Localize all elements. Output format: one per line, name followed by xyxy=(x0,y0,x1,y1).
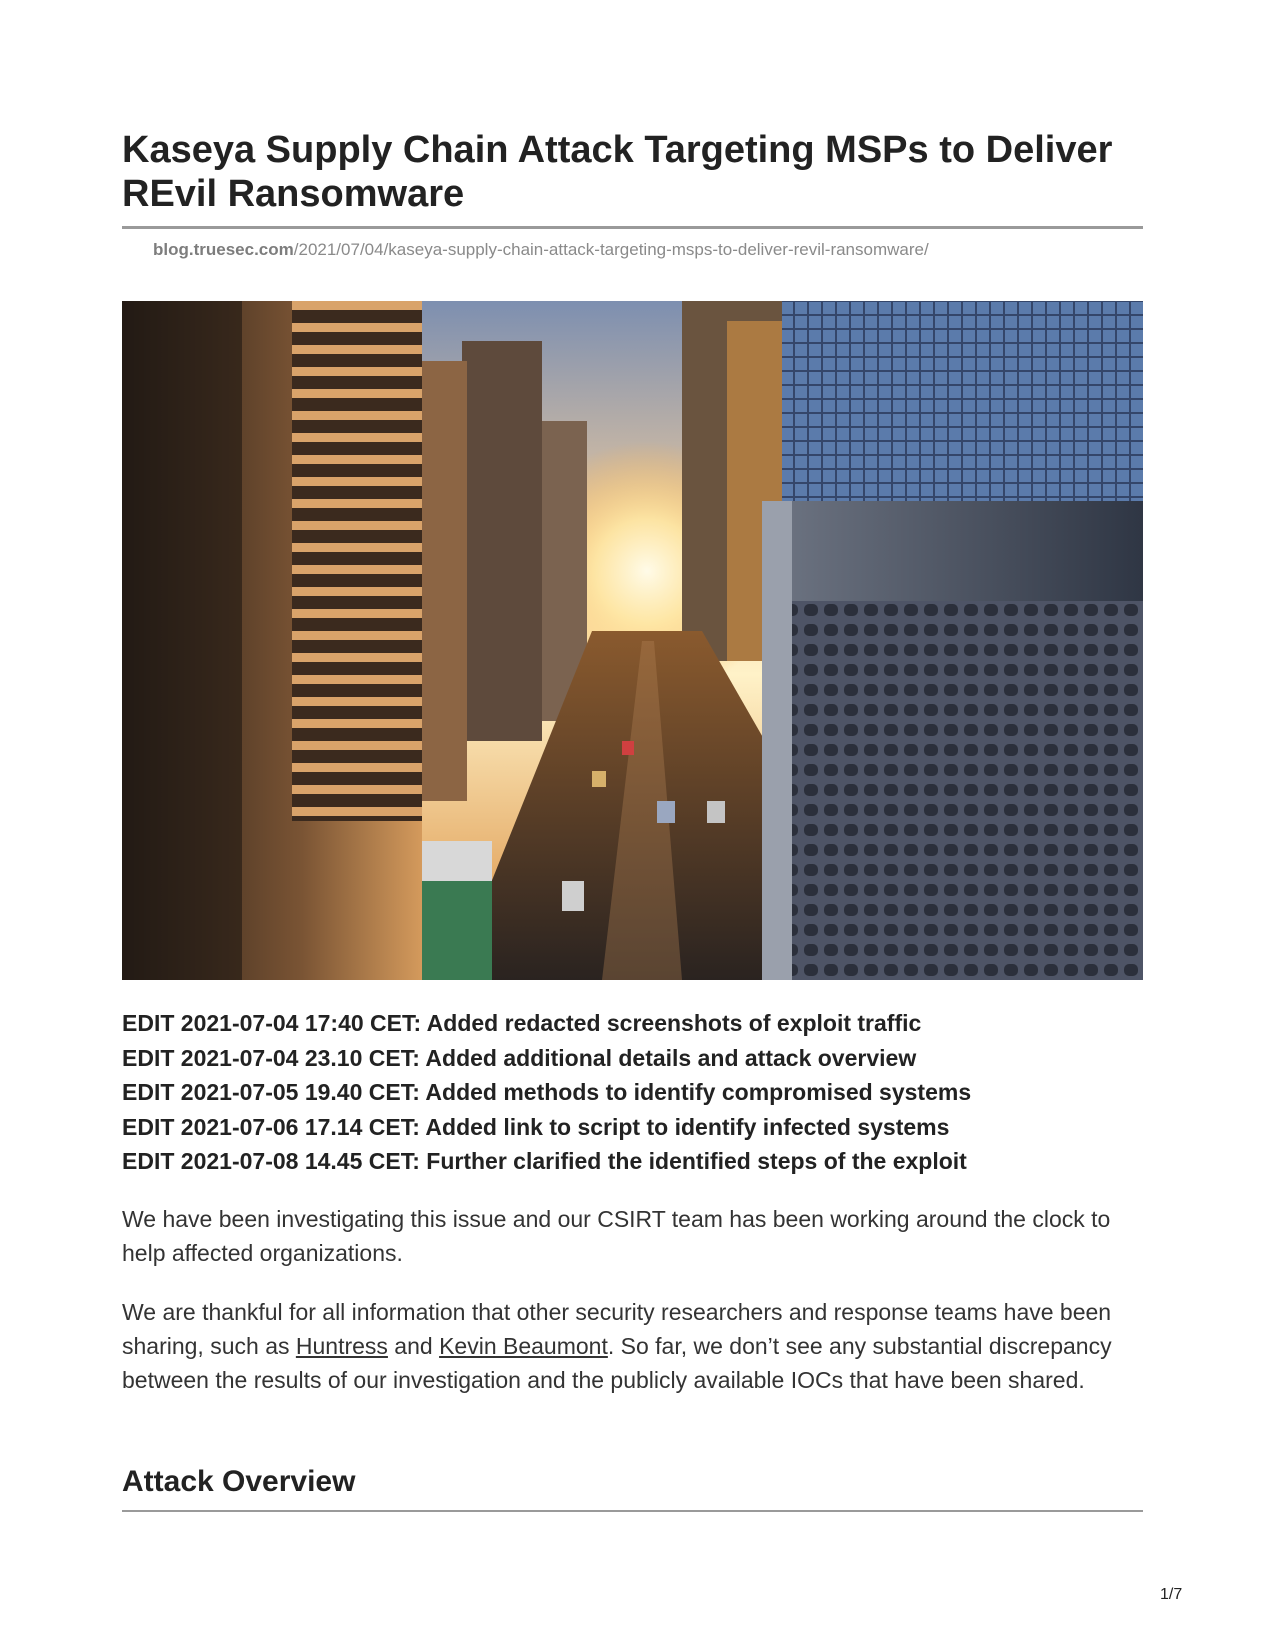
huntress-link[interactable]: Huntress xyxy=(295,1333,388,1359)
intro-paragraph: We have been investigating this issue and our CSIRT team has been working around the clock to help affected organizations. xyxy=(122,1206,1111,1266)
edit-entry: EDIT 2021-07-05 19.40 CET: Added methods to identify compromised systems xyxy=(122,1079,972,1105)
kevin-beaumont-link[interactable]: Kevin Beaumont xyxy=(439,1333,608,1359)
source-path: /2021/07/04/kaseya-supply-chain-attack-targeting-msps-to-deliver-revil-ransomware/ xyxy=(293,240,929,259)
edit-entry: EDIT 2021-07-04 17:40 CET: Added redacted screenshots of exploit traffic xyxy=(122,1010,922,1036)
title-divider xyxy=(122,226,1143,229)
thanks-paragraph xyxy=(122,1295,1143,1397)
edit-log xyxy=(122,1006,1143,1179)
edit-entry: EDIT 2021-07-04 23.10 CET: Added additional details and attack overview xyxy=(122,1044,917,1071)
paragraph-text: We are thankful for all information that other security researchers and response teams have been sharing, such as xyxy=(122,1299,1112,1359)
section-divider xyxy=(122,1510,1143,1512)
page-number: 1/7 xyxy=(1160,1586,1183,1603)
section-heading: Attack Overview xyxy=(122,1465,356,1498)
paragraph-text: . So far, we don’t see any substantial discrepancy between the results of our investigation and the publicly available IOCs that have been shared. xyxy=(122,1333,1112,1393)
article-title: Kaseya Supply Chain Attack Targeting MSPs to Deliver REvil Ransomware xyxy=(122,129,1113,215)
hero-image xyxy=(122,301,1143,980)
edit-entry: EDIT 2021-07-06 17.14 CET: Added link to script to identify infected systems xyxy=(122,1113,950,1140)
paragraph-text: and xyxy=(387,1333,440,1359)
source-url[interactable] xyxy=(153,240,929,260)
source-domain: blog.truesec.com xyxy=(153,240,294,259)
edit-entry: EDIT 2021-07-08 14.45 CET: Further clarified the identified steps of the exploit xyxy=(122,1148,967,1174)
